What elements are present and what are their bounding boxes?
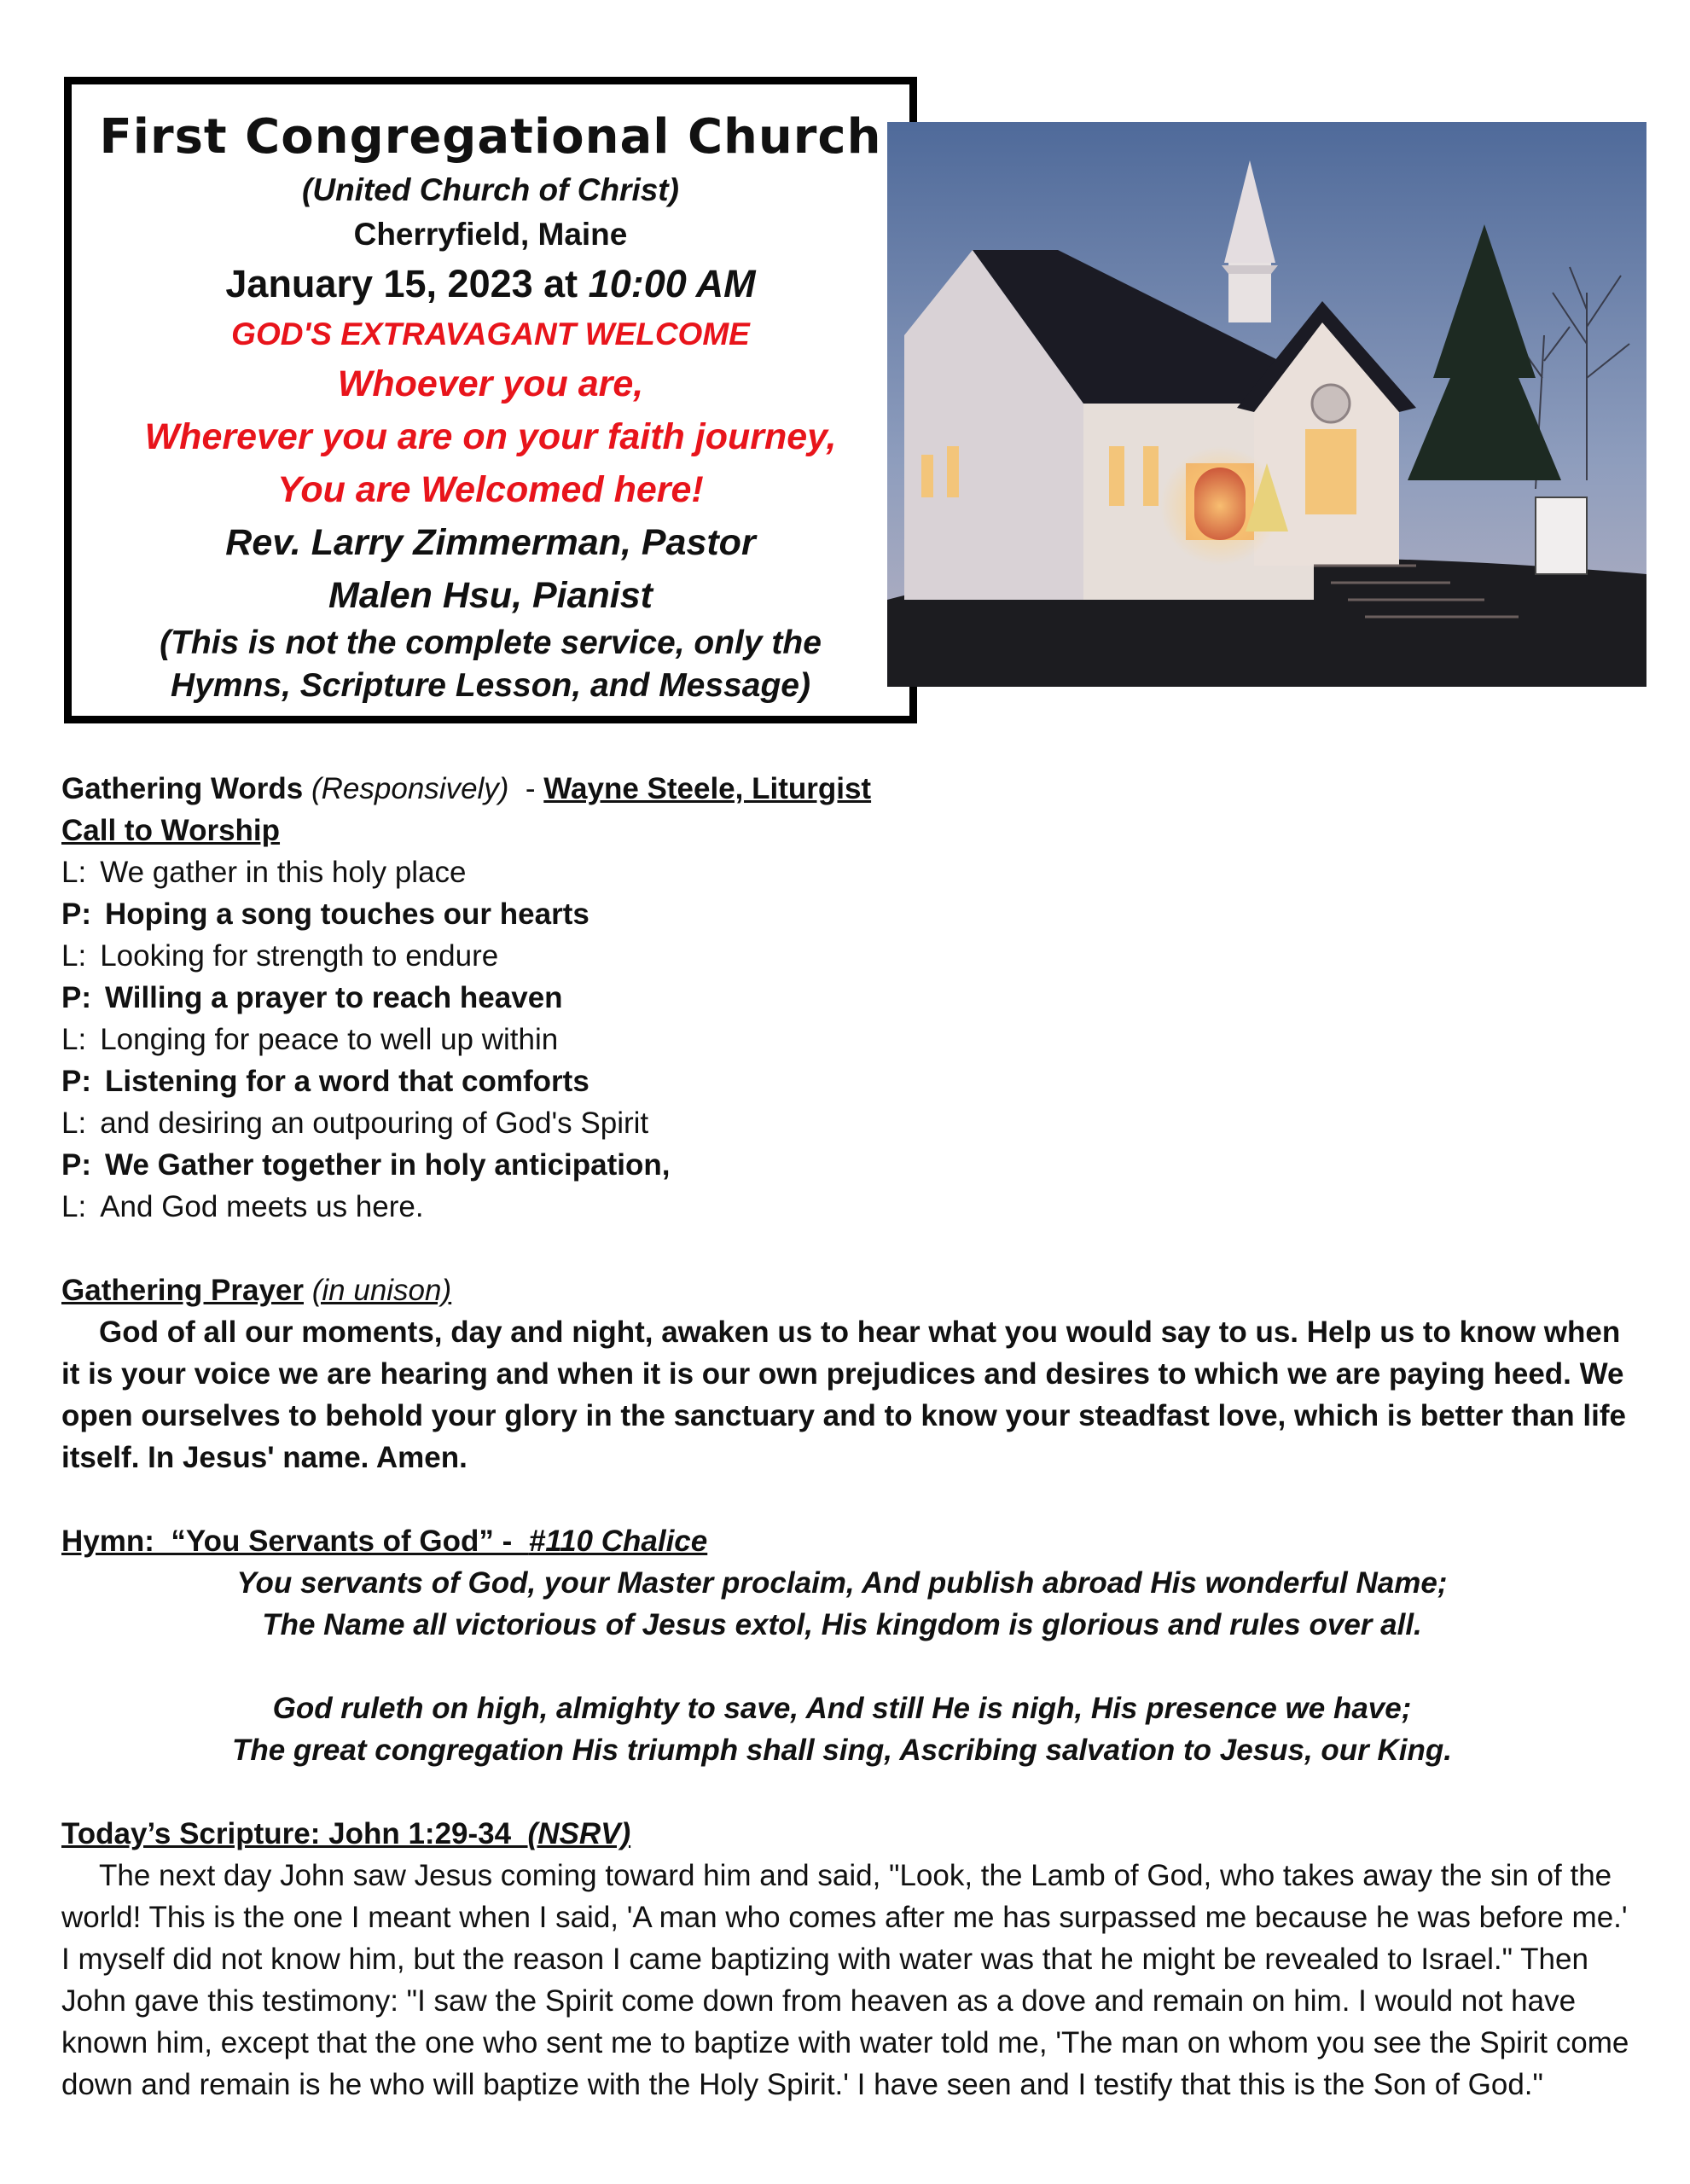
- litany-speaker: P:: [61, 1065, 91, 1098]
- litany-speaker: P:: [61, 897, 91, 931]
- litany-text: Looking for strength to endure: [100, 939, 499, 973]
- gathering-words-separator: -: [508, 772, 544, 805]
- church-location: Cherryfield, Maine: [353, 217, 628, 252]
- litany-line: [61, 1060, 1640, 1102]
- spacer: [61, 1478, 1640, 1520]
- hymn-verse-line: God ruleth on high, almighty to save, And still He is nigh, His presence we have;: [272, 1692, 1412, 1725]
- church-name: First Congregational Church: [99, 109, 882, 165]
- church-photo: [887, 122, 1646, 687]
- scripture-heading: [61, 1813, 630, 1855]
- hymn-number: #110 Chalice: [528, 1525, 708, 1558]
- service-time: 10:00 AM: [588, 262, 756, 305]
- litany-line: [61, 935, 1640, 977]
- service-date: [72, 257, 909, 311]
- litany-text: Longing for peace to well up within: [100, 1023, 559, 1056]
- gathering-words-mode: (Responsively): [311, 772, 509, 805]
- pianist-name: Malen Hsu, Pianist: [328, 575, 653, 616]
- service-note: (This is not the complete service, only the: [160, 624, 822, 661]
- litany-text: Listening for a word that comforts: [105, 1065, 589, 1098]
- spacer: [61, 1771, 1640, 1813]
- gathering-prayer-heading: [61, 1269, 1640, 1311]
- litany-line: [61, 1144, 1640, 1186]
- hymn-verse-line: The Name all victorious of Jesus extol, His kingdom is glorious and rules over all.: [262, 1608, 1422, 1641]
- service-note: Hymns, Scripture Lesson, and Message): [171, 667, 810, 704]
- litany-text: Willing a prayer to reach heaven: [105, 981, 563, 1014]
- gathering-prayer-title: Gathering Prayer: [61, 1274, 304, 1307]
- litany-text: Hoping a song touches our hearts: [105, 897, 589, 931]
- service-date-text: January 15, 2023 at: [225, 262, 589, 305]
- hymn-verse-line: You servants of God, your Master proclaim, And publish abroad His wonderful Name;: [236, 1566, 1448, 1600]
- spacer: [61, 1228, 1640, 1269]
- spacer: [61, 1646, 1640, 1687]
- litany-text: And God meets us here.: [100, 1190, 424, 1223]
- litany-line: [61, 1102, 1640, 1144]
- welcome-title: GOD'S EXTRAVAGANT WELCOME: [231, 317, 750, 351]
- pastor-name: Rev. Larry Zimmerman, Pastor: [225, 522, 756, 563]
- call-to-worship-title: Call to Worship: [61, 814, 281, 847]
- litany-line: [61, 851, 1640, 893]
- litany-speaker: L:: [61, 1023, 87, 1056]
- welcome-line: Wherever you are on your faith journey,: [144, 416, 837, 457]
- hymn-verse-line: The great congregation His triumph shall sing, Ascribing salvation to Jesus, our King.: [231, 1734, 1453, 1767]
- denomination: (United Church of Christ): [302, 172, 679, 207]
- litany-speaker: P:: [61, 981, 91, 1014]
- litany-speaker: L:: [61, 939, 87, 973]
- gathering-words-title: Gathering Words: [61, 772, 304, 805]
- gathering-prayer-mode: (in unison): [311, 1274, 452, 1307]
- gathering-prayer-text: God of all our moments, day and night, awaken us to hear what you would say to us. Help us to know when it is your voice we are hearing and when it is our own prejudices and desires to which we are paying heed. We open ourselves to behold your glory in the sanctuary and to know your steadfast love, which is better than life itself. In Jesus' name. Amen.: [61, 1316, 1626, 1474]
- bulletin-body: [61, 768, 1640, 2106]
- scripture-version: (NSRV): [527, 1817, 631, 1850]
- litany-speaker: L:: [61, 1107, 87, 1140]
- litany-speaker: L:: [61, 856, 87, 889]
- scripture-text: The next day John saw Jesus coming toward him and said, "Look, the Lamb of God, who takes away the sin of the world! This is the one I meant when I said, 'A man who comes after me has surpassed me because he was before me.' I myself did not know him, but the reason I came baptizing with water was that he might be revealed to Israel." Then John gave this testimony: "I saw the Spirit come down from heaven as a dove and remain on him. I would not have known him, except that the one who sent me to baptize with water told me, 'The man on whom you see the Spirit come down and remain is he who will baptize with the Holy Spirit.' I have seen and I testify that this is the Son of God.": [61, 1859, 1629, 2101]
- litany-line: [61, 977, 1640, 1019]
- bulletin-header-box: [64, 77, 917, 723]
- litany-line: [61, 893, 1640, 935]
- liturgist-name: Wayne Steele, Liturgist: [543, 772, 872, 805]
- litany-speaker: L:: [61, 1190, 87, 1223]
- hymn-title: Hymn: “You Servants of God” -: [61, 1525, 529, 1558]
- welcome-line: Whoever you are,: [337, 363, 644, 404]
- litany-text: and desiring an outpouring of God's Spirit: [100, 1107, 649, 1140]
- litany-line: [61, 1019, 1640, 1060]
- scripture-title: Today’s Scripture: John 1:29-34: [61, 1817, 528, 1850]
- welcome-line: You are Welcomed here!: [277, 469, 704, 510]
- litany-text: We Gather together in holy anticipation,: [105, 1148, 671, 1182]
- hymn-heading: [61, 1520, 707, 1562]
- call-to-worship-litany: [61, 851, 1640, 1228]
- gathering-words-heading: [61, 768, 1640, 810]
- litany-text: We gather in this holy place: [100, 856, 467, 889]
- litany-line: [61, 1186, 1640, 1228]
- litany-speaker: P:: [61, 1148, 91, 1182]
